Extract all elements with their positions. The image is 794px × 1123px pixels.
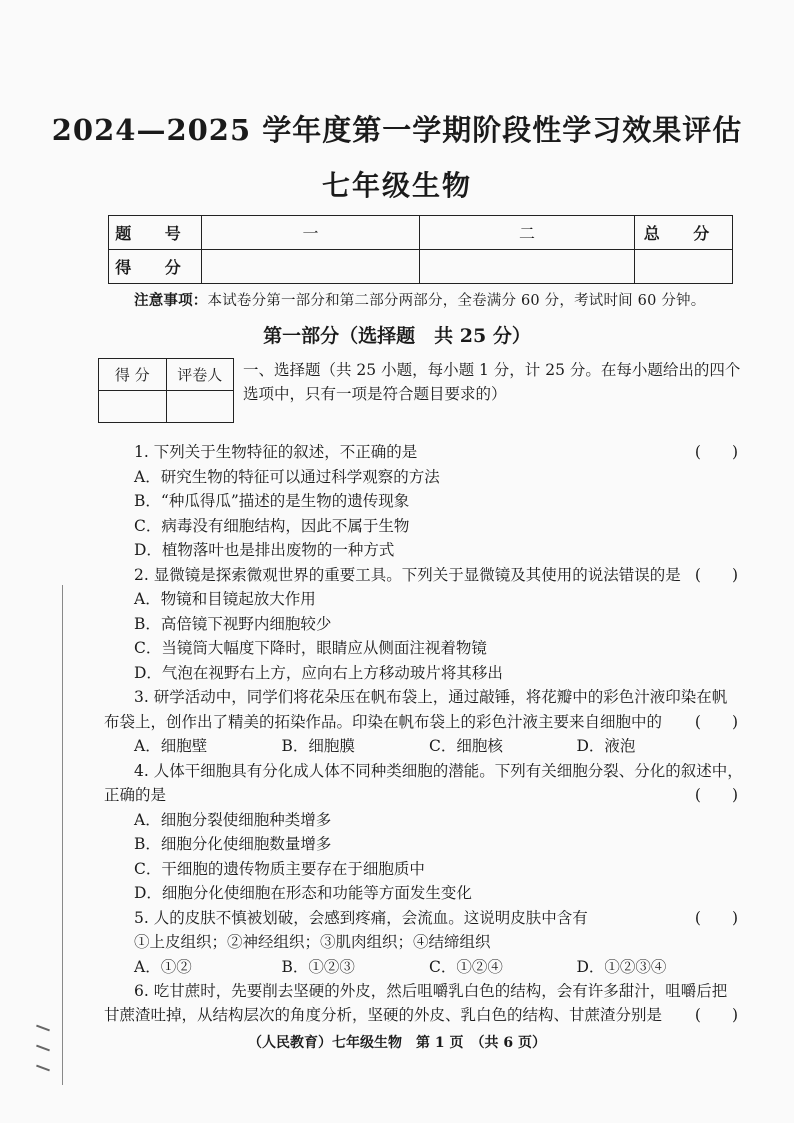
score-cell[interactable] [635, 250, 733, 284]
option-c: C．细胞核 [429, 737, 503, 755]
grader-cell[interactable] [99, 391, 167, 423]
margin-mark [36, 1025, 50, 1032]
options-row [134, 734, 724, 756]
option-c: C．①②④ [429, 958, 503, 976]
answer-paren: ( ) [694, 1006, 738, 1024]
page-footer: （人民教育）七年级生物 第 1 页 （共 6 页） [248, 1035, 546, 1051]
answer-paren: ( ) [694, 786, 738, 804]
score-row-label: 得 分 [109, 250, 202, 284]
binding-margin-line [62, 585, 63, 1085]
option-a: A．细胞分裂使细胞种类增多 [134, 811, 332, 829]
score-header-cell: 题 号 [109, 216, 202, 250]
answer-paren: ( ) [694, 909, 738, 927]
score-cell[interactable] [202, 250, 420, 284]
question-stem-line: 布袋上，创作出了精美的拓染作品。印染在帆布袋上的彩色汁液主要来自细胞中的 [104, 713, 663, 731]
score-table [108, 215, 733, 284]
question-stem: 1. 下列关于生物特征的叙述，不正确的是 [134, 443, 418, 461]
option-d: D．①②③④ [576, 958, 667, 976]
option-b: B．高倍镜下视野内细胞较少 [134, 615, 332, 633]
margin-mark [36, 1065, 50, 1072]
question-stem: 2. 显微镜是探索微观世界的重要工具。下列关于显微镜及其使用的说法错误的是 [134, 566, 681, 584]
option-b: B．细胞分化使细胞数量增多 [134, 835, 332, 853]
part-title: 第一部分（选择题 共 25 分） [263, 325, 531, 347]
option-a: A．研究生物的特征可以通过科学观察的方法 [134, 468, 440, 486]
option-b: B．①②③ [281, 958, 355, 976]
section-intro: 一、选择题（共 25 小题，每小题 1 分，计 25 分。在每小题给出的四个选项中，只有一项是符合题目要求的） [243, 361, 741, 403]
grader-header: 得 分 [99, 359, 167, 391]
score-cell[interactable] [420, 250, 635, 284]
grader-cell[interactable] [166, 391, 234, 423]
notice-text: 本试卷分第一部分和第二部分两部分，全卷满分 60 分，考试时间 60 分钟。 [207, 293, 706, 309]
options-row [134, 955, 724, 977]
score-header-cell: 一 [202, 216, 420, 250]
option-a: A．细胞壁 [134, 737, 208, 755]
question-stem-line: 正确的是 [104, 786, 167, 804]
notice [134, 289, 705, 310]
option-d: D．液泡 [576, 737, 636, 755]
option-c: C．干细胞的遗传物质主要存在于细胞质中 [134, 860, 425, 878]
grader-header: 评卷人 [166, 359, 234, 391]
option-a: A．①② [134, 958, 192, 976]
option-a: A．物镜和目镜起放大作用 [134, 590, 316, 608]
answer-paren: ( ) [694, 713, 738, 731]
exam-title: 2024—2025 学年度第一学期阶段性学习效果评估 [51, 113, 743, 147]
score-header-cell: 总 分 [635, 216, 733, 250]
option-d: D．细胞分化使细胞在形态和功能等方面发生变化 [134, 884, 472, 902]
option-b: B．细胞膜 [281, 737, 355, 755]
answer-paren: ( ) [694, 566, 738, 584]
question-stem-line: 6. 吃甘蔗时，先要削去坚硬的外皮，然后咀嚼乳白色的结构，会有许多甜汁，咀嚼后把 [134, 982, 728, 1000]
option-d: D．植物落叶也是排出废物的一种方式 [134, 541, 395, 559]
question-stem-line: 3. 研学活动中，同学们将花朵压在帆布袋上，通过敲锤，将花瓣中的彩色汁液印染在帆 [134, 688, 728, 706]
question-stem-line: 4. 人体干细胞具有分化成人体不同种类细胞的潜能。下列有关细胞分裂、分化的叙述中， [134, 762, 743, 780]
score-header-cell: 二 [420, 216, 635, 250]
option-d: D．气泡在视野右上方，应向右上方移动玻片将其移出 [134, 664, 503, 682]
option-c: C．病毒没有细胞结构，因此不属于生物 [134, 517, 410, 535]
notice-label: 注意事项： [134, 292, 208, 309]
question-stem-line: 甘蔗渣吐掉，从结构层次的角度分析，坚硬的外皮、乳白色的结构、甘蔗渣分别是 [104, 1006, 663, 1024]
exam-subject: 七年级生物 [321, 169, 472, 202]
question-stem: 5. 人的皮肤不慎被划破，会感到疼痛，会流血。这说明皮肤中含有 [134, 909, 588, 927]
option-b: B．“种瓜得瓜”描述的是生物的遗传现象 [134, 492, 410, 510]
grader-table [98, 358, 234, 423]
answer-paren: ( ) [694, 443, 738, 461]
question-items: ①上皮组织；②神经组织；③肌肉组织；④结缔组织 [134, 933, 491, 951]
option-c: C．当镜筒大幅度下降时，眼睛应从侧面注视着物镜 [134, 639, 487, 657]
